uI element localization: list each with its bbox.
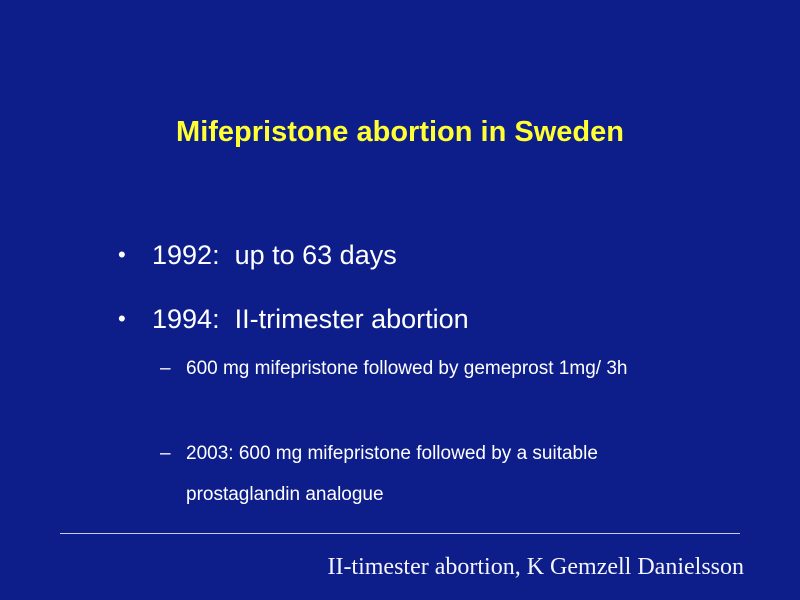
slide-title: Mifepristone abortion in Sweden (176, 116, 624, 148)
sub-item-text: 600 mg mifepristone followed by gemeprost 1mg/ 3h (186, 358, 628, 379)
sub-item-text: 2003: 600 mg mifepristone followed by a suitable prostaglandin analogue (186, 443, 598, 505)
dash-icon: – (160, 358, 171, 379)
bullet-icon: • (118, 306, 126, 331)
bullet-item-1992 (118, 238, 397, 272)
bullet-year: 1994: (152, 304, 220, 334)
bullet-year: 1992: (152, 240, 220, 270)
sub-item-gemeprost (160, 348, 640, 389)
bullet-item-1994 (118, 302, 469, 336)
footer-divider (60, 533, 740, 534)
bullet-icon: • (118, 242, 126, 267)
bullet-text: up to 63 days (234, 240, 397, 270)
bullet-text: II-trimester abortion (234, 304, 469, 334)
dash-icon: – (160, 443, 171, 464)
slide-footer: II-timester abortion, K Gemzell Danielsson (327, 554, 744, 580)
sub-item-2003 (160, 433, 640, 515)
